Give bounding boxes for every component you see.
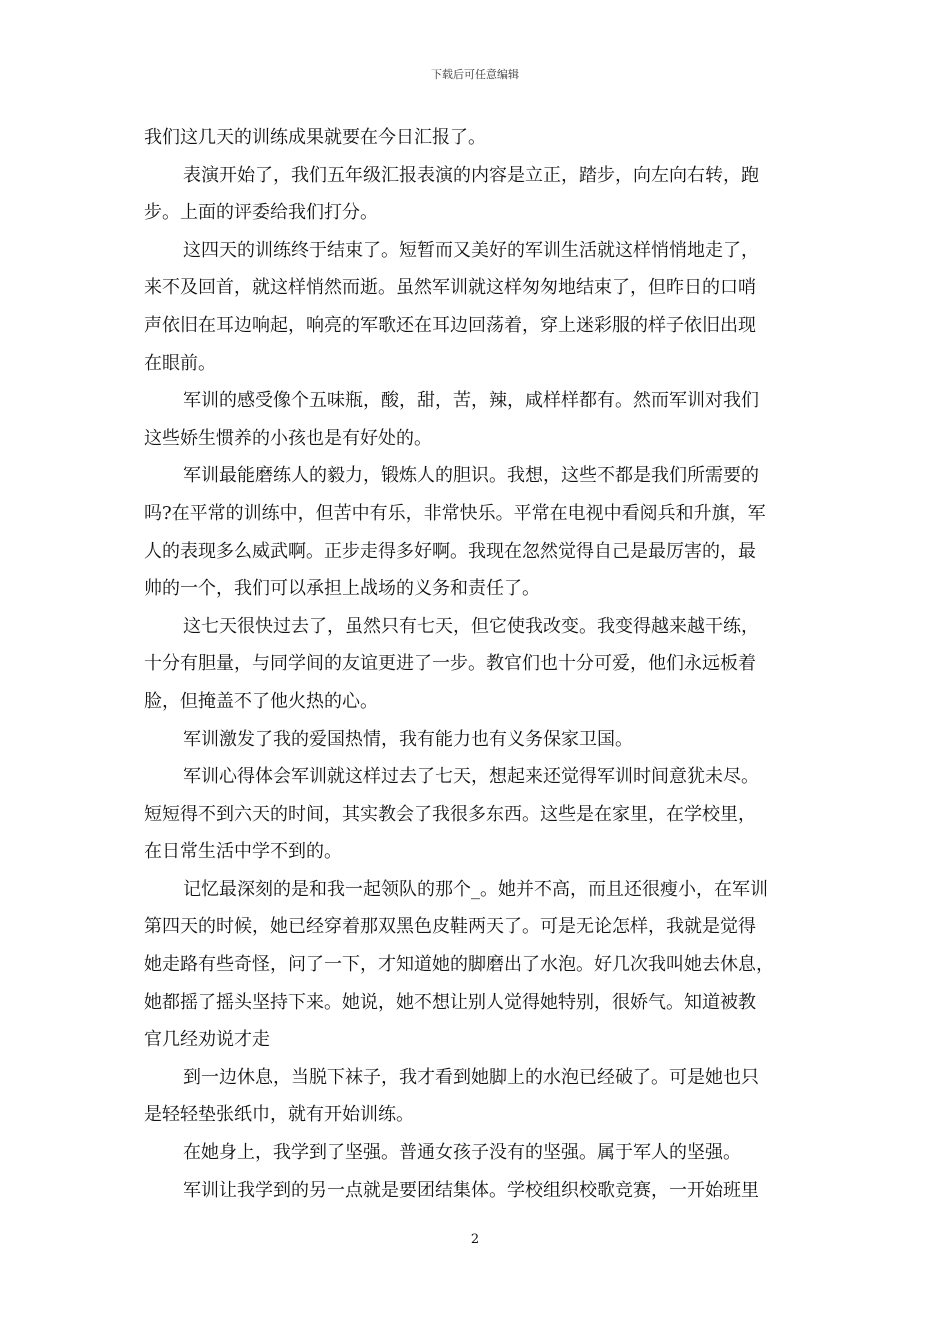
text-line: 她走路有些奇怪，问了一下，才知道她的脚磨出了水泡。好几次我叫她去休息， [144,954,774,976]
text-line: 她都摇了摇头坚持下来。她说，她不想让别人觉得她特别，很娇气。知道被教 [144,991,756,1013]
text-line: 帅的一个，我们可以承担上战场的义务和责任了。 [144,578,540,600]
text-line: 军训最能磨练人的毅力，锻炼人的胆识。我想，这些不都是我们所需要的 [183,465,759,487]
text-line: 这些娇生惯养的小孩也是有好处的。 [144,427,432,449]
text-line: 脸，但掩盖不了他火热的心。 [144,690,378,712]
text-line: 声依旧在耳边响起，响亮的军歌还在耳边回荡着，穿上迷彩服的样子依旧出现 [144,314,756,336]
text-line: 在眼前。 [144,352,216,374]
text-line: 十分有胆量，与同学间的友谊更进了一步。教官们也十分可爱，他们永远板着 [144,653,756,675]
text-line: 是轻轻垫张纸巾，就有开始训练。 [144,1104,414,1126]
document-body [144,119,812,1209]
text-line: 短短得不到六天的时间，其实教会了我很多东西。这些是在家里，在学校里， [144,803,756,825]
text-line: 军训让我学到的另一点就是要团结集体。学校组织校歌竞赛，一开始班里 [183,1179,759,1201]
page-header: 下载后可任意编辑 [431,68,519,81]
text-line: 官几经劝说才走 [144,1029,270,1051]
text-line: 军训激发了我的爱国热情，我有能力也有义务保家卫国。 [183,728,633,750]
text-line: 步。上面的评委给我们打分。 [144,202,378,224]
page-number: 2 [470,1232,480,1247]
text-line: 到一边休息，当脱下袜子，我才看到她脚上的水泡已经破了。可是她也只 [183,1066,759,1088]
text-line: 表演开始了，我们五年级汇报表演的内容是立正，踏步，向左向右转，跑 [183,164,759,186]
text-line: 在她身上，我学到了坚强。普通女孩子没有的坚强。属于军人的坚强。 [183,1142,741,1164]
text-line: 军训心得体会军训就这样过去了七天，想起来还觉得军训时间意犹未尽。 [183,766,759,788]
text-line: 吗?在平常的训练中，但苦中有乐，非常快乐。平常在电视中看阅兵和升旗，军 [144,502,766,524]
text-line: 记忆最深刻的是和我一起领队的那个_。她并不高，而且还很瘦小，在军训 [183,878,768,900]
text-line: 军训的感受像个五味瓶，酸，甜，苦，辣，咸样样都有。然而军训对我们 [183,390,759,412]
text-line: 这四天的训练终于结束了。短暂而又美好的军训生活就这样悄悄地走了， [183,239,759,261]
text-line: 来不及回首，就这样悄然而逝。虽然军训就这样匆匆地结束了，但昨日的口哨 [144,277,756,299]
text-line: 第四天的时候，她已经穿着那双黑色皮鞋两天了。可是无论怎样，我就是觉得 [144,916,756,938]
text-line: 在日常生活中学不到的。 [144,841,342,863]
text-line: 人的表现多么威武啊。正步走得多好啊。我现在忽然觉得自己是最厉害的，最 [144,540,756,562]
text-line: 这七天很快过去了，虽然只有七天，但它使我改变。我变得越来越干练， [183,615,759,637]
text-line: 我们这几天的训练成果就要在今日汇报了。 [144,127,486,148]
